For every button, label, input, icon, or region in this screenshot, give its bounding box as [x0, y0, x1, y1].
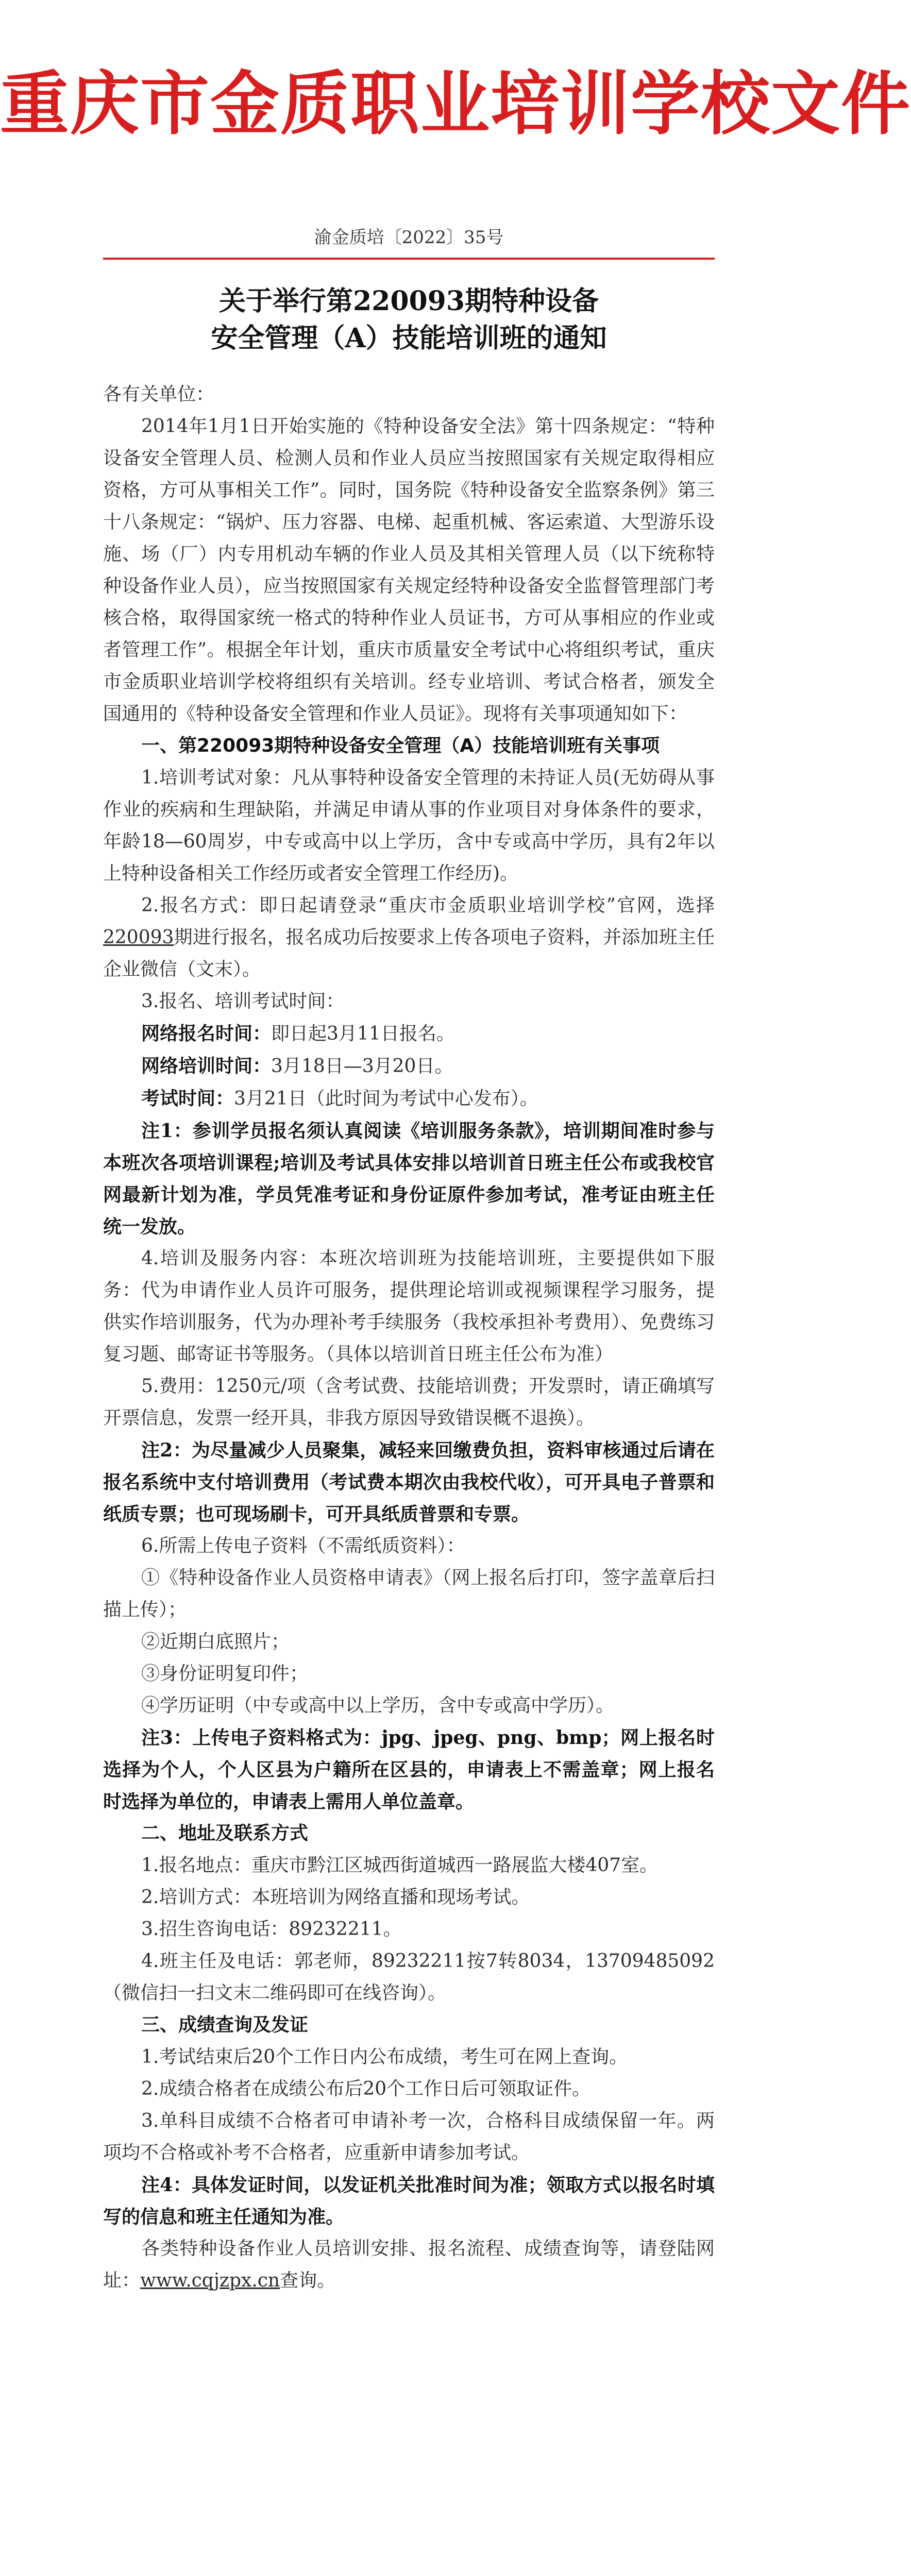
item2-suffix: 期进行报名，报名成功后按要求上传各项电子资料，并添加班主任企业微信（文末）。 [103, 927, 715, 980]
results-line-2: 2.成绩合格者在成绩公布后20个工作日后可领取证件。 [141, 2078, 591, 2099]
item1-paragraph: 1.培训考试对象：凡从事特种设备安全管理的未持证人员(无妨碍从事作业的疾病和生理缺陷，并满足申请从事的作业项目对身体条件的要求，年龄18—60周岁，中专或高中以上学历，含中专或高中学历，具有2年以上特种设备相关工作经历或者安全管理工作经历)。 [103, 767, 715, 884]
document-number: 渝金质培〔2022〕35号 [314, 227, 504, 248]
results-line-1: 1.考试结束后20个工作日内公布成绩，考生可在网上查询。 [141, 2046, 628, 2067]
item5-paragraph: 5.费用：1250元/项（含考试费、技能培训费；开发票时，请正确填写开票信息，发票一经开具，非我方原因导致错误概不退换）。 [103, 1376, 715, 1429]
item2-prefix: 2.报名方式：即日起请登录“重庆市金质职业培训学校”官网，选择 [141, 895, 715, 916]
registration-time [103, 1018, 715, 1050]
item2-period-link[interactable]: 220093 [103, 927, 174, 948]
class-teacher-line: 4.班主任及电话：郭老师，89232211按7转8034，13709485092（微信扫一扫文末二维码即可在线咨询）。 [103, 1951, 715, 2004]
closing-prefix: 各类特种设备作业人员培训安排、报名流程、成绩查询等，请登陆网址： [103, 2238, 715, 2291]
note4-paragraph: 注4：具体发证时间，以发证机关批准时间为准；领取方式以报名时填写的信息和班主任通知为准。 [103, 2174, 715, 2228]
notice-title-line1: 关于举行第220093期特种设备 [218, 285, 599, 317]
closing-suffix: 查询。 [280, 2270, 336, 2291]
results-line-3: 3.单科目成绩不合格者可申请补考一次，合格科目成绩保留一年。两项均不合格或补考不合格者，应重新申请参加考试。 [103, 2110, 715, 2163]
section1-title: 一、第220093期特种设备安全管理（A）技能培训班有关事项 [141, 735, 660, 756]
note3-paragraph: 注3：上传电子资料格式为：jpg、jpeg、png、bmp；网上报名时选择为个人，个人区县为户籍所在区县的，申请表上不需盖章；网上报名时选择为单位的，申请表上需用人单位盖章。 [103, 1727, 715, 1812]
registration-time-value: 即日起3月11日报名。 [271, 1023, 455, 1044]
notice-body [103, 379, 715, 2297]
item3-paragraph: 3.报名、培训考试时间： [141, 991, 345, 1012]
document-header-title: 重庆市金质职业培训学校文件 [0, 64, 911, 144]
required-doc-3: ③身份证明复印件； [141, 1663, 309, 1684]
header-red-rule [103, 258, 715, 260]
exam-time-value: 3月21日（此时间为考试中心发布）。 [234, 1088, 538, 1109]
intro-paragraph: 2014年1月1日开始实施的《特种设备安全法》第十四条规定：“特种设备安全管理人员、检测人员和作业人员应当按照国家有关规定取得相应资格，方可从事相关工作”。同时，国务院《特种设备安全监察条例》第三十八条规定：“锅炉、压力容器、电梯、起重机械、客运索道、大型游乐设施、场（厂）内专用机动车辆的作业人员及其相关管理人员（以下统称特种设备作业人员），应当按照国家有关规定经特种设备安全监督管理部门考核合格，取得国家统一格式的特种作业人员证书，方可从事相应的作业或者管理工作”。根据全年计划，重庆市质量安全考试中心将组织考试，重庆市金质职业培训学校将组织有关培训。经专业培训、考试合格者，颁发全国通用的《特种设备安全管理和作业人员证》。现将有关事项通知如下： [103, 416, 715, 724]
registration-time-label: 网络报名时间： [141, 1023, 272, 1044]
notice-title-line2: 安全管理（A）技能培训班的通知 [211, 323, 607, 354]
section3-title: 三、成绩查询及发证 [141, 2014, 309, 2036]
greeting: 各有关单位： [103, 384, 215, 405]
exam-time-label: 考试时间： [141, 1088, 234, 1109]
required-doc-4: ④学历证明（中专或高中以上学历，含中专或高中学历）。 [141, 1695, 615, 1716]
training-mode-line: 2.培训方式：本班培训为网络直播和现场考试。 [141, 1887, 530, 1908]
required-doc-1: ①《特种设备作业人员资格申请表》（网上报名后打印，签字盖章后扫描上传）； [103, 1567, 715, 1620]
address-line: 1.报名地点：重庆市黔江区城西街道城西一路展监大楼407室。 [141, 1855, 659, 1876]
note1-paragraph: 注1：参训学员报名须认真阅读《培训服务条款》，培训期间准时参与本班次各项培训课程;培训及考试具体安排以培训首日班主任公布或我校官网最新计划为准，学员凭准考证和身份证原件参加考试，准考证由班主任统一发放。 [103, 1120, 715, 1238]
closing-paragraph [103, 2233, 715, 2297]
website-link[interactable]: www.cqjzpx.cn [140, 2270, 280, 2291]
training-time-label: 网络培训时间： [141, 1055, 272, 1077]
section2-title: 二、地址及联系方式 [141, 1823, 309, 1844]
item2-paragraph [103, 890, 715, 986]
required-doc-2: ②近期白底照片； [141, 1631, 290, 1652]
training-time [103, 1050, 715, 1082]
exam-time [103, 1082, 715, 1115]
training-time-value: 3月18日—3月20日。 [271, 1056, 453, 1077]
enquiry-phone-line: 3.招生咨询电话：89232211。 [141, 1919, 402, 1940]
item6-paragraph: 6.所需上传电子资料（不需纸质资料）： [141, 1535, 465, 1556]
note2-paragraph: 注2：为尽量减少人员聚集，减轻来回缴费负担，资料审核通过后请在报名系统中支付培训费用（考试费本期次由我校代收），可开具电子普票和纸质专票；也可现场刷卡，可开具纸质普票和专票。 [103, 1439, 715, 1525]
item4-paragraph: 4.培训及服务内容：本班次培训班为技能培训班，主要提供如下服务：代为申请作业人员许可服务，提供理论培训或视频课程学习服务，提供实作培训服务，代为办理补考手续服务（我校承担补考费用）、免费练习复习题、邮寄证书等服务。（具体以培训首日班主任公布为准） [103, 1248, 715, 1365]
